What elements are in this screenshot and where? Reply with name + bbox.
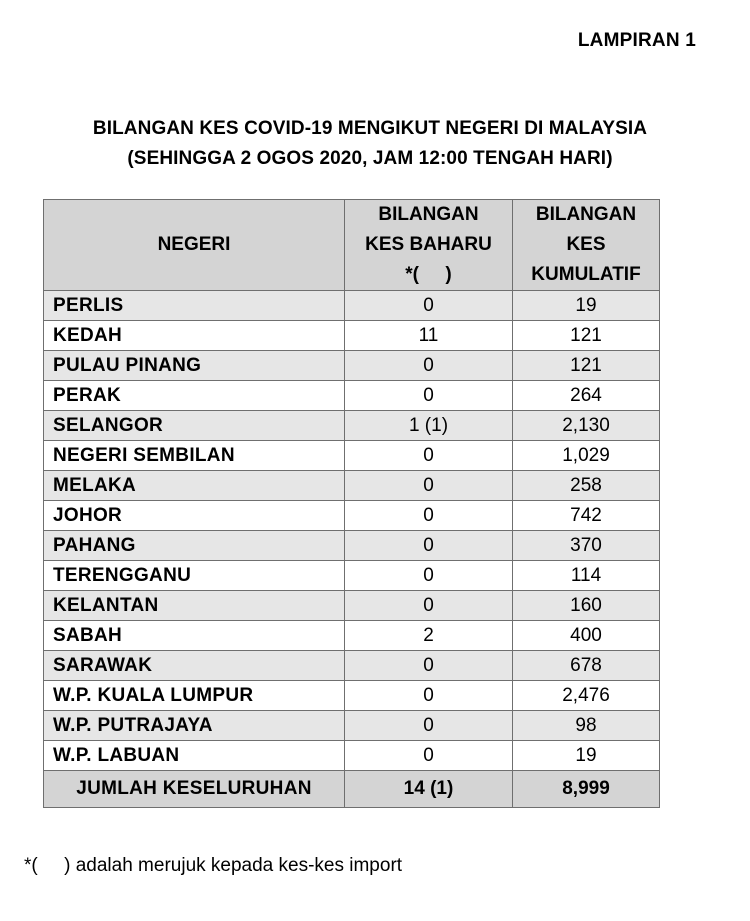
new-cases: 0	[345, 561, 513, 591]
cumulative-cases: 258	[513, 471, 660, 501]
table-row	[44, 621, 660, 651]
new-cases: 0	[345, 711, 513, 741]
state-name: TERENGGANU	[44, 561, 345, 591]
header-new-cases-line3: *( )	[405, 264, 452, 285]
state-name: W.P. KUALA LUMPUR	[44, 681, 345, 711]
table-row	[44, 711, 660, 741]
cumulative-cases: 114	[513, 561, 660, 591]
header-new-cases	[345, 200, 513, 291]
table-row	[44, 561, 660, 591]
cumulative-cases: 1,029	[513, 441, 660, 471]
footnote: *( ) adalah merujuk kepada kes-kes import	[24, 855, 403, 876]
new-cases: 0	[345, 471, 513, 501]
title-line-1: BILANGAN KES COVID-19 MENGIKUT NEGERI DI MALAYSIA	[92, 118, 648, 139]
table-row	[44, 591, 660, 621]
new-cases: 1 (1)	[345, 411, 513, 441]
state-name: MELAKA	[44, 471, 345, 501]
cumulative-cases: 160	[513, 591, 660, 621]
new-cases: 0	[345, 351, 513, 381]
total-cumulative-cases: 8,999	[513, 771, 660, 808]
cumulative-cases: 678	[513, 651, 660, 681]
state-name: JOHOR	[44, 501, 345, 531]
cases-table	[43, 199, 660, 808]
header-new-cases-line2: KES BAHARU	[365, 234, 492, 255]
table-header-row	[44, 200, 660, 291]
header-new-cases-line1: BILANGAN	[378, 204, 479, 225]
state-name: PERAK	[44, 381, 345, 411]
new-cases: 0	[345, 741, 513, 771]
table-row	[44, 531, 660, 561]
new-cases: 0	[345, 501, 513, 531]
document-title	[0, 114, 740, 174]
table-body	[44, 291, 660, 808]
cumulative-cases: 98	[513, 711, 660, 741]
table-row	[44, 351, 660, 381]
table-row	[44, 291, 660, 321]
state-name: KEDAH	[44, 321, 345, 351]
title-line-2: (SEHINGGA 2 OGOS 2020, JAM 12:00 TENGAH HARI)	[127, 148, 613, 169]
state-name: NEGERI SEMBILAN	[44, 441, 345, 471]
cumulative-cases: 121	[513, 351, 660, 381]
cases-table-wrapper	[43, 199, 660, 808]
table-row	[44, 411, 660, 441]
table-row	[44, 471, 660, 501]
header-cumulative-line1: BILANGAN	[535, 204, 637, 225]
new-cases: 0	[345, 441, 513, 471]
total-new-cases: 14 (1)	[345, 771, 513, 808]
table-row	[44, 501, 660, 531]
total-label: JUMLAH KESELURUHAN	[44, 771, 345, 808]
state-name: SARAWAK	[44, 651, 345, 681]
header-cumulative-line3: KUMULATIF	[531, 264, 641, 285]
total-row	[44, 771, 660, 808]
state-name: PULAU PINANG	[44, 351, 345, 381]
table-row	[44, 321, 660, 351]
state-name: KELANTAN	[44, 591, 345, 621]
new-cases: 11	[345, 321, 513, 351]
state-name: PAHANG	[44, 531, 345, 561]
table-row	[44, 741, 660, 771]
cumulative-cases: 742	[513, 501, 660, 531]
new-cases: 0	[345, 531, 513, 561]
header-cumulative-cases	[513, 200, 660, 291]
cumulative-cases: 19	[513, 291, 660, 321]
cumulative-cases: 121	[513, 321, 660, 351]
table-row	[44, 651, 660, 681]
state-name: W.P. PUTRAJAYA	[44, 711, 345, 741]
cumulative-cases: 2,476	[513, 681, 660, 711]
cumulative-cases: 370	[513, 531, 660, 561]
new-cases: 0	[345, 381, 513, 411]
new-cases: 0	[345, 591, 513, 621]
new-cases: 0	[345, 651, 513, 681]
state-name: SELANGOR	[44, 411, 345, 441]
header-cumulative-line2: KES	[566, 234, 606, 255]
cumulative-cases: 400	[513, 621, 660, 651]
header-negeri: NEGERI	[44, 200, 345, 291]
new-cases: 0	[345, 291, 513, 321]
cumulative-cases: 264	[513, 381, 660, 411]
state-name: SABAH	[44, 621, 345, 651]
table-row	[44, 381, 660, 411]
annex-label: LAMPIRAN 1	[577, 30, 696, 51]
table-row	[44, 681, 660, 711]
cumulative-cases: 2,130	[513, 411, 660, 441]
state-name: W.P. LABUAN	[44, 741, 345, 771]
new-cases: 2	[345, 621, 513, 651]
table-row	[44, 441, 660, 471]
cumulative-cases: 19	[513, 741, 660, 771]
new-cases: 0	[345, 681, 513, 711]
state-name: PERLIS	[44, 291, 345, 321]
